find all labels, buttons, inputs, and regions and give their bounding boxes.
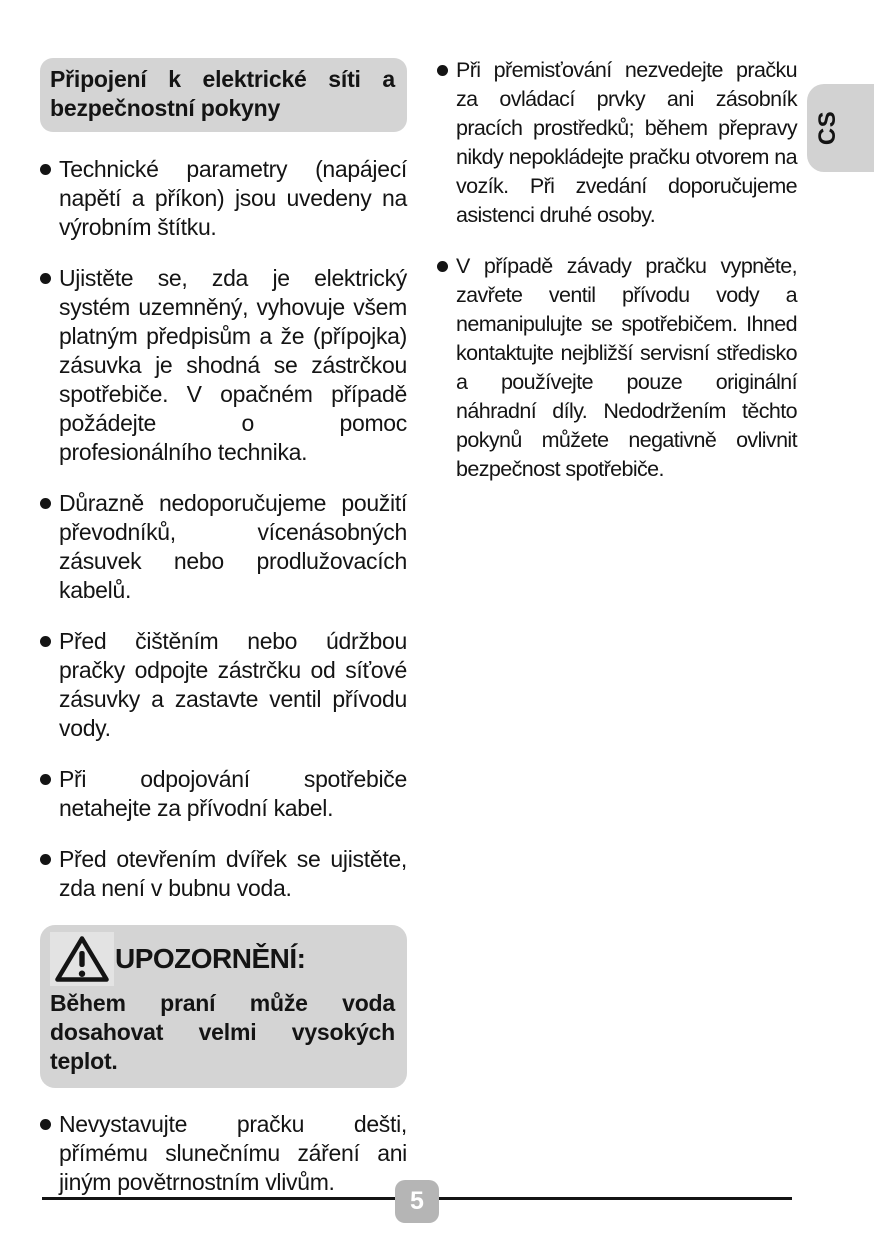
list-item [40, 1110, 407, 1197]
warning-box [40, 925, 407, 1088]
section-title-line1: Připojení k elektrické síti a [50, 66, 395, 92]
warning-title: UPOZORNĚNÍ: [115, 943, 306, 974]
list-item [40, 264, 407, 467]
list-item [40, 155, 407, 242]
list-item-text: Technické parametry (napájecí napětí a příkon) jsou uvedeny na výrobním štítku. [59, 156, 407, 240]
list-item-text: Při přemisťování nezvedejte pračku za ovládací prvky ani zásobník pracích prostředků; během přepravy nikdy nepokládejte pračku otvorem na vozík. Při zvedání doporučujeme asistenci druhé osoby. [456, 58, 797, 227]
page-number-badge [395, 1180, 439, 1223]
bullet-icon [40, 273, 51, 284]
list-item [40, 627, 407, 743]
list-item-text: Důrazně nedoporučujeme použití převodníků, vícenásobných zásuvek nebo prodlužovacích kabelů. [59, 490, 407, 603]
bullet-icon [437, 65, 448, 76]
left-column [40, 58, 407, 1219]
list-item [40, 489, 407, 605]
bullet-icon [40, 636, 51, 647]
warning-triangle-icon [50, 932, 114, 986]
section-title [40, 58, 407, 132]
list-item-text: Při odpojování spotřebiče netahejte za přívodní kabel. [59, 766, 407, 821]
list-item-text: Před čištěním nebo údržbou pračky odpojte zástrčku od síťové zásuvky a zastavte ventil přívodu vody. [59, 628, 407, 741]
bullet-icon [40, 854, 51, 865]
bullet-icon [40, 1119, 51, 1130]
warning-header [50, 932, 395, 986]
bullet-icon [40, 774, 51, 785]
list-item [40, 765, 407, 823]
list-item-text: Ujistěte se, zda je elektrický systém uzemněný, vyhovuje všem platným předpisům a že (přípojka) zásuvka je shodná se zástrčkou spotřebiče. V opačném případě požádejte o pomoc profesionálního technika. [59, 265, 407, 465]
section-title-line2: bezpečnostní pokyny [50, 95, 281, 121]
list-item-text: V případě závady pračku vypněte, zavřete ventil přívodu vody a nemanipulujte se spotřebičem. Ihned kontaktujte nejbližší servisní středisko a používejte pouze originální náhradní díly. Nedodržením těchto pokynů můžete negativně ovlivnit bezpečnost spotřebiče. [456, 254, 797, 481]
list-item [437, 252, 797, 484]
language-tab-label-wrap [807, 84, 849, 172]
list-item-text: Před otevřením dvířek se ujistěte, zda není v bubnu voda. [59, 846, 407, 901]
warning-body: Během praní může voda dosahovat velmi vysokých teplot. [50, 990, 395, 1074]
bullet-icon [437, 261, 448, 272]
list-item-text: Nevystavujte pračku dešti, přímému slunečnímu záření ani jiným povětrnostním vlivům. [59, 1111, 407, 1195]
bullet-icon [40, 164, 51, 175]
page-number: 5 [410, 1187, 424, 1215]
right-column [437, 56, 797, 506]
list-item [437, 56, 797, 230]
language-tab-cs [807, 84, 874, 172]
bullet-icon [40, 498, 51, 509]
list-item [40, 845, 407, 903]
language-tab-label: CS [814, 110, 841, 146]
